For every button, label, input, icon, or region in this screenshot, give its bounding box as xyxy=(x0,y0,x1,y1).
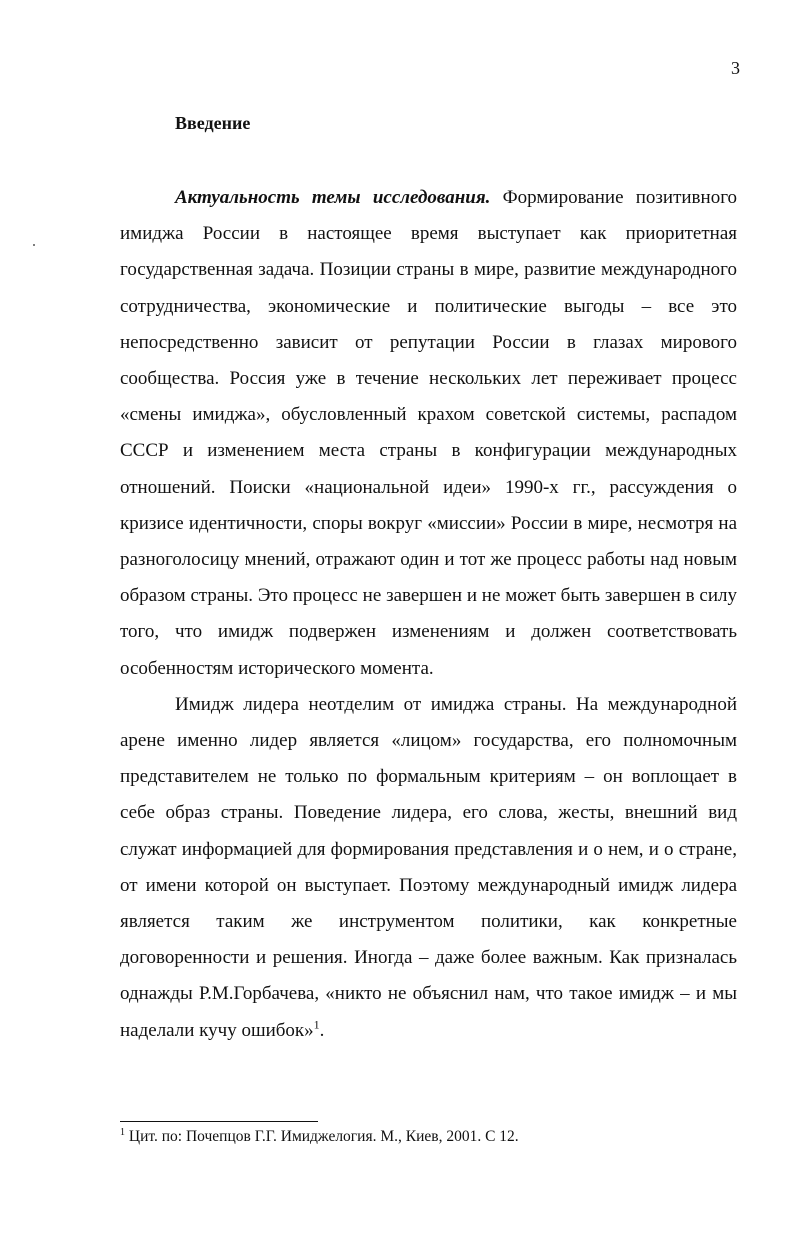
scan-speck xyxy=(33,244,35,246)
footnote-reference[interactable]: 1 xyxy=(313,1017,320,1032)
paragraph-end: . xyxy=(319,1019,325,1041)
paragraph-text: Имидж лидера неотделим от имиджа страны. На международной арене именно лидер является «лицом» государства, его полномочным представителем не только по формальным критериям – он воплощает в себе образ страны. Поведение лидера, его слова, жесты, внешний вид служат информацией для формирования представления и о нем, и о стране, от имени которой он выступает. Поэтому международный имидж лидера является таким же инструментом политики, как конкретные договоренности и решения. Иногда – даже более важным. Как призналась однажды Р.М.Горбачева, «никто не объяснил нам, что такое имидж – и мы наделали кучу ошибок» xyxy=(120,693,737,1041)
footnote-divider xyxy=(120,1121,318,1122)
footnote-text: Цит. по: Почепцов Г.Г. Имиджелогия. М., Киев, 2001. С 12. xyxy=(125,1128,519,1145)
footnote-mark: 1 xyxy=(120,1126,125,1138)
paragraph-relevance xyxy=(120,180,737,687)
footnote xyxy=(120,1128,519,1146)
paragraph-text: Формирование позитивного имиджа России в настоящее время выступает как приоритетная государственная задача. Позиции страны в мире, развитие международного сотрудничества, экономические и политические выгоды – все это непосредственно зависит от репутации России в глазах мирового сообщества. Россия уже в течение нескольких лет переживает процесс «смены имиджа», обусловленный крахом советской системы, распадом СССР и изменением места страны в конфигурации международных отношений. Поиски «национальной идеи» 1990-х гг., рассуждения о кризисе идентичности, споры вокруг «миссии» России в мире, несмотря на разноголосицу мнений, отражают один и тот же процесс работы над новым образом страны. Это процесс не завершен и не может быть завершен в силу того, что имидж подвержен изменениям и должен соответствовать особенностям исторического момента. xyxy=(120,187,738,679)
body-text xyxy=(120,180,737,1049)
paragraph-leader-image xyxy=(120,687,737,1049)
section-heading: Введение xyxy=(175,113,251,133)
page-number: 3 xyxy=(731,58,740,78)
paragraph-lead: Актуальность темы исследования. xyxy=(175,187,491,208)
